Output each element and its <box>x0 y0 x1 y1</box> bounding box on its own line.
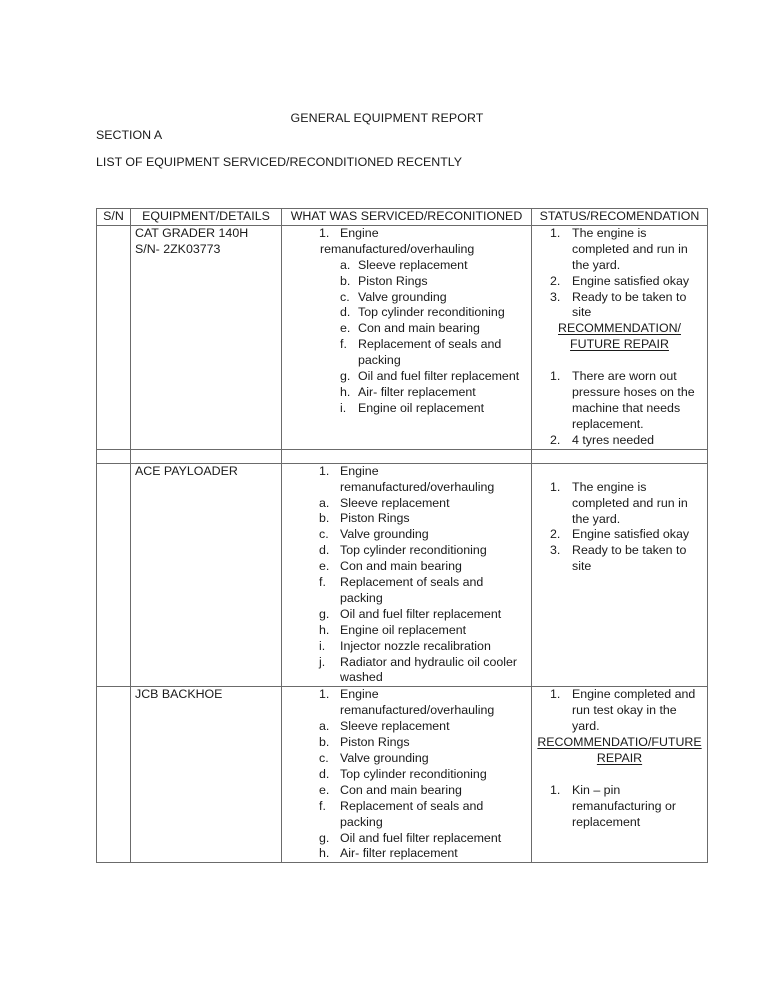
cell-equipment <box>131 687 282 863</box>
cell-empty <box>97 449 131 463</box>
list-letter: h. <box>319 622 330 637</box>
header-sn: S/N <box>97 209 131 226</box>
list-text: Injector nozzle recalibration <box>340 638 491 653</box>
table-header-row <box>97 209 708 226</box>
list-letter: b. <box>319 511 330 526</box>
list-letter: f. <box>340 337 347 352</box>
table-row-blank <box>97 449 708 463</box>
list-number: 1. <box>550 782 561 797</box>
list-text: Replacement of seals and packing <box>358 337 502 368</box>
list-letter: h. <box>340 384 351 399</box>
section-label: SECTION A <box>96 128 163 142</box>
list-text: Engine completed and run test okay in the yard. <box>572 687 696 734</box>
status-list <box>536 687 703 735</box>
list-text: Piston Rings <box>340 511 410 526</box>
header-equipment: EQUIPMENT/DETAILS <box>131 209 282 226</box>
list-number: 2. <box>550 432 561 447</box>
list-item <box>536 527 703 543</box>
blank-line <box>536 353 703 369</box>
serviced-list <box>286 464 527 687</box>
cell-serviced <box>282 463 532 687</box>
equipment-name: ACE PAYLOADER <box>135 463 238 478</box>
list-item <box>536 543 703 575</box>
list-text: Top cylinder reconditioning <box>340 543 487 558</box>
list-text: Con and main bearing <box>340 559 462 574</box>
list-letter: a. <box>319 495 330 510</box>
list-text: Con and main bearing <box>358 321 480 336</box>
list-text: Radiator and hydraulic oil cooler washed <box>340 654 518 685</box>
cell-equipment <box>131 463 282 687</box>
list-number: 1. <box>319 687 330 702</box>
list-text: Sleeve replacement <box>358 257 468 272</box>
cell-status <box>532 687 708 863</box>
recommendation-list <box>536 783 703 831</box>
list-item <box>286 511 527 527</box>
table-row <box>97 687 708 863</box>
list-number: 1. <box>550 369 561 384</box>
list-text: The engine is completed and run in the yard. <box>572 479 688 526</box>
recommendation-heading-line: REPAIR <box>596 751 643 765</box>
list-item <box>286 226 527 258</box>
equipment-table <box>96 208 708 863</box>
list-item <box>536 290 703 322</box>
list-letter: i. <box>340 400 347 415</box>
list-heading: LIST OF EQUIPMENT SERVICED/RECONDITIONED RECENTLY <box>96 155 463 169</box>
list-letter: h. <box>319 846 330 861</box>
list-item <box>286 799 527 831</box>
list-letter: b. <box>340 273 351 288</box>
list-item <box>286 258 527 274</box>
recommendation-list <box>536 369 703 449</box>
list-item <box>286 783 527 799</box>
list-item <box>286 623 527 639</box>
cell-status <box>532 225 708 449</box>
list-text: Engine <box>340 687 379 702</box>
list-text: Top cylinder reconditioning <box>358 305 505 320</box>
serviced-list <box>286 687 527 862</box>
list-text: Kin – pin remanufacturing or replacement <box>572 782 676 829</box>
list-item <box>286 496 527 512</box>
list-text: Valve grounding <box>340 527 429 542</box>
list-item <box>536 274 703 290</box>
list-number: 1. <box>550 225 561 240</box>
list-text: Piston Rings <box>340 735 410 750</box>
equipment-serial: S/N- 2ZK03773 <box>135 241 221 256</box>
list-text: Valve grounding <box>340 751 429 765</box>
list-letter: c. <box>319 751 329 765</box>
list-item <box>286 687 527 719</box>
serviced-list <box>286 226 527 417</box>
list-item <box>286 543 527 559</box>
cell-empty <box>532 449 708 463</box>
list-item <box>286 527 527 543</box>
cell-sn <box>97 225 131 449</box>
list-text: Engine <box>340 463 379 478</box>
list-text: Engine <box>340 225 379 240</box>
list-letter: i. <box>319 638 326 653</box>
equipment-name: JCB BACKHOE <box>135 687 223 702</box>
cell-empty <box>282 449 532 463</box>
recommendation-heading <box>536 321 703 353</box>
list-letter: g. <box>319 606 330 621</box>
list-text: Engine oil replacement <box>358 400 485 415</box>
cell-status <box>532 463 708 687</box>
list-text: The engine is completed and run in the yard. <box>572 225 688 272</box>
list-item <box>286 751 527 767</box>
list-letter: f. <box>319 575 326 590</box>
list-item <box>286 719 527 735</box>
list-item <box>286 305 527 321</box>
list-letter: f. <box>319 798 326 813</box>
list-text: 4 tyres needed <box>572 432 654 447</box>
list-number: 2. <box>550 527 561 542</box>
status-list <box>536 226 703 321</box>
list-letter: g. <box>340 369 351 384</box>
list-letter: j. <box>319 654 326 669</box>
list-text: Piston Rings <box>358 273 428 288</box>
list-letter: d. <box>319 543 330 558</box>
list-text: Con and main bearing <box>340 782 462 797</box>
list-number: 1. <box>319 463 330 478</box>
recommendation-heading <box>536 735 703 767</box>
list-text: remanufactured/overhauling <box>320 241 475 256</box>
list-item <box>286 321 527 337</box>
equipment-name: CAT GRADER 140H <box>135 225 249 240</box>
list-number: 1. <box>319 225 330 240</box>
report-title-text: GENERAL EQUIPMENT REPORT <box>290 111 484 125</box>
list-letter: c. <box>319 527 329 542</box>
list-text: Valve grounding <box>358 289 447 304</box>
list-letter: d. <box>340 305 351 320</box>
list-item <box>536 480 703 528</box>
list-number: 1. <box>550 687 561 702</box>
list-text: Replacement of seals and packing <box>340 798 484 829</box>
list-item <box>286 559 527 575</box>
list-item <box>536 226 703 274</box>
list-letter: d. <box>319 766 330 781</box>
list-item <box>286 655 527 687</box>
cell-serviced <box>282 687 532 863</box>
status-list <box>536 480 703 575</box>
header-serviced: WHAT WAS SERVICED/RECONITIONED <box>282 209 532 226</box>
list-text: Engine oil replacement <box>340 622 467 637</box>
list-item <box>286 369 527 385</box>
list-text: There are worn out pressure hoses on the machine that needs replacement. <box>572 369 695 431</box>
list-text: Ready to be taken to site <box>572 543 687 574</box>
list-text: Sleeve replacement <box>340 495 450 510</box>
list-text: Engine satisfied okay <box>572 527 690 542</box>
list-item <box>286 290 527 306</box>
list-item <box>286 337 527 369</box>
list-text: Engine satisfied okay <box>572 273 690 288</box>
cell-empty <box>131 449 282 463</box>
list-letter: c. <box>340 289 350 304</box>
list-letter: e. <box>340 321 351 336</box>
cell-sn <box>97 463 131 687</box>
list-item <box>536 687 703 735</box>
list-letter: g. <box>319 830 330 845</box>
list-number: 1. <box>550 479 561 494</box>
cell-equipment <box>131 225 282 449</box>
table-row <box>97 463 708 687</box>
header-status: STATUS/RECOMENDATION <box>532 209 708 226</box>
list-text: remanufactured/overhauling <box>340 479 495 494</box>
list-item <box>286 385 527 401</box>
list-item <box>286 831 527 847</box>
cell-sn <box>97 687 131 863</box>
list-text: Sleeve replacement <box>340 719 450 734</box>
page-title <box>0 111 768 125</box>
list-item <box>536 433 703 449</box>
list-text: Replacement of seals and packing <box>340 575 484 605</box>
table-row <box>97 225 708 449</box>
blank-line <box>536 767 703 783</box>
list-number: 3. <box>550 289 561 304</box>
recommendation-heading-line: RECOMMENDATION/ <box>558 321 681 336</box>
recommendation-heading-line: RECOMMENDATIO/FUTURE <box>537 735 702 750</box>
recommendation-heading-line: FUTURE REPAIR <box>570 337 669 352</box>
list-item <box>536 369 703 433</box>
list-item <box>286 767 527 783</box>
list-text: Oil and fuel filter replacement <box>358 369 520 384</box>
list-item <box>536 783 703 831</box>
list-item <box>286 575 527 607</box>
list-item <box>286 846 527 862</box>
list-item <box>286 274 527 290</box>
list-text: remanufactured/overhauling <box>340 703 495 718</box>
list-item <box>286 607 527 623</box>
list-item <box>286 464 527 496</box>
list-item <box>286 639 527 655</box>
list-letter: b. <box>319 735 330 750</box>
list-item <box>286 401 527 417</box>
list-letter: a. <box>340 257 351 272</box>
list-letter: a. <box>319 719 330 734</box>
list-text: Oil and fuel filter replacement <box>340 606 502 621</box>
list-text: Ready to be taken to site <box>572 289 687 320</box>
list-item <box>286 735 527 751</box>
list-text: Oil and fuel filter replacement <box>340 830 502 845</box>
list-letter: e. <box>319 782 330 797</box>
blank-line <box>536 464 703 480</box>
list-letter: e. <box>319 559 330 574</box>
list-text: Top cylinder reconditioning <box>340 766 487 781</box>
cell-serviced <box>282 225 532 449</box>
list-number: 3. <box>550 543 561 558</box>
list-text: Air- filter replacement <box>340 846 458 861</box>
list-number: 2. <box>550 273 561 288</box>
list-text: Air- filter replacement <box>358 384 476 399</box>
